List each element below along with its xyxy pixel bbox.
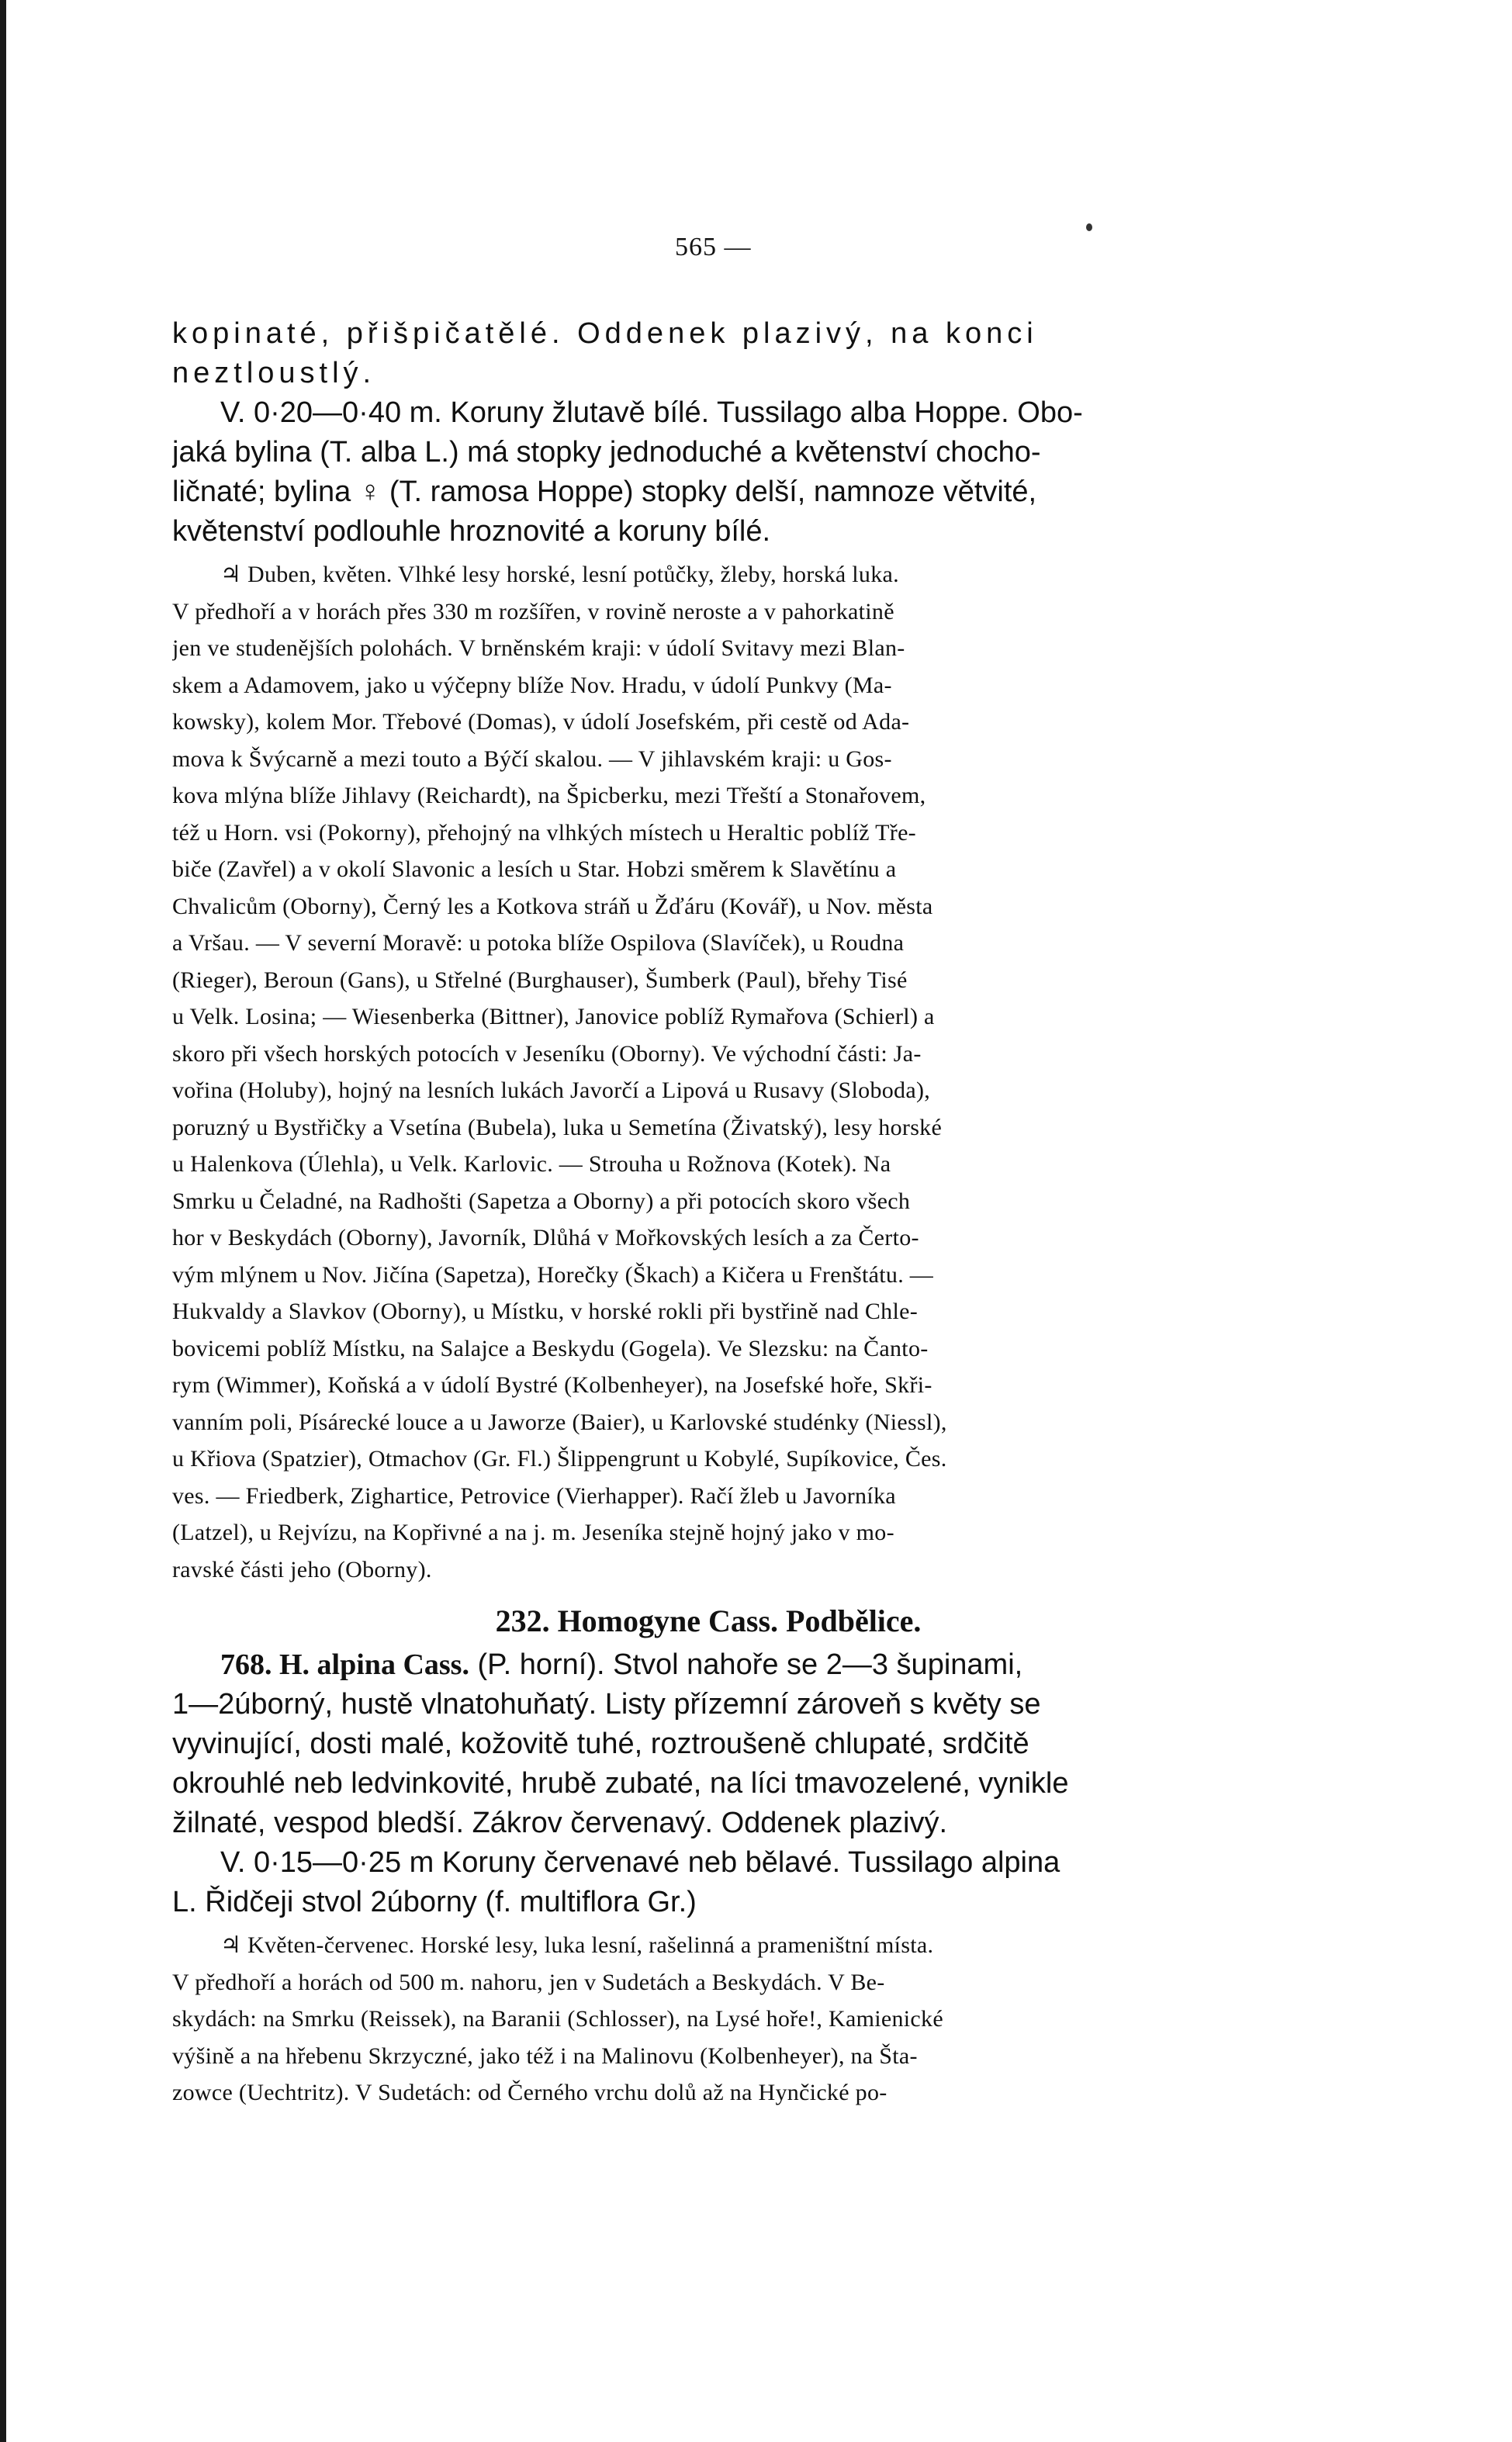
text-line: V. 0·15—0·25 m Koruny červenavé neb bělavé. Tussilago alpina [220, 1846, 1060, 1879]
text-line: u Halenkova (Úlehla), u Velk. Karlovic. — Strouha u Rožnova (Kotek). Na [172, 1151, 891, 1177]
species-name: 768. H. alpina Cass. [220, 1648, 469, 1681]
ink-speck [1086, 223, 1092, 231]
text-line: V předhoří a horách od 500 m. nahoru, jen v Sudetách a Beskydách. V Be- [172, 1969, 885, 1995]
text-line: Chvalicům (Oborny), Černý les a Kotkova stráň u Žďáru (Kovář), u Nov. města [172, 893, 933, 919]
text-line: kowsky), kolem Mor. Třebové (Domas), v údolí Josefském, při cestě od Ada- [172, 709, 910, 735]
text-line: skem a Adamovem, jako u výčepny blíže Nov. Hradu, v údolí Punkvy (Ma- [172, 672, 892, 698]
text-line: kopinaté, přišpičatělé. Oddenek plazivý, na konci [172, 317, 1038, 350]
text-line: skoro při všech horských potocích v Jeseníku (Oborny). Ve východní části: Ja- [172, 1040, 922, 1067]
text-line: květenství podlouhle hroznovité a koruny bílé. [172, 515, 771, 548]
text-line: výšině a na hřebenu Skrzyczné, jako též i na Malinovu (Kolbenheyer), na Šta- [172, 2042, 918, 2069]
page-edge-shadow [0, 0, 6, 2442]
text-line: vým mlýnem u Nov. Jičína (Sapetza), Horečky (Škach) a Kičera u Frenštátu. — [172, 1261, 934, 1288]
text-line: jaká bylina (T. alba L.) má stopky jednoduché a květenství chocho- [172, 436, 1041, 469]
text-fragment: (P. horní). Stvol nahoře se 2—3 šupinami, [469, 1648, 1023, 1681]
previous-species-distribution [172, 556, 1244, 1588]
text-line: u Velk. Losina; — Wiesenberka (Bittner), Janovice poblíž Rymařova (Schierl) a [172, 1004, 935, 1029]
text-line: Hukvaldy a Slavkov (Oborny), u Místku, v horské rokli při bystřině nad Chle- [172, 1299, 919, 1324]
text-line: též u Horn. vsi (Pokorny), přehojný na vlhkých místech u Heraltic poblíž Tře- [172, 819, 916, 846]
text-line: (Rieger), Beroun (Gans), u Střelné (Burghauser), Šumberk (Paul), břehy Tisé [172, 967, 908, 993]
text-line: ♃ Květen-červenec. Horské lesy, luka lesní, rašelinná a prameništní místa. [220, 1932, 934, 1958]
text-line: zowce (Uechtritz). V Sudetách: od Černého vrchu dolů až na Hynčické po- [172, 2080, 887, 2105]
page-number: 565 — [675, 233, 752, 261]
text-line: (Latzel), u Rejvízu, na Kopřivné a na j. m. Jeseníka stejně hojný jako v mo- [172, 1520, 894, 1545]
species-description [172, 1645, 1244, 1922]
text-line: rym (Wimmer), Koňská a v údolí Bystré (Kolbenheyer), na Josefské hoře, Skři- [172, 1372, 932, 1398]
page-content [172, 314, 1244, 2112]
text-line: ličnaté; bylina ♀ (T. ramosa Hoppe) stopky delší, namnoze větvité, [172, 476, 1037, 508]
text-line: ves. — Friedberk, Zighartice, Petrovice (Vierhapper). Račí žleb u Javorníka [172, 1482, 896, 1509]
text-line: žilnaté, vespod bledší. Zákrov červenavý. Oddenek plazivý. [172, 1807, 948, 1839]
text-line: bovicemi poblíž Místku, na Salajce a Beskydu (Gogela). Ve Slezsku: na Čanto- [172, 1335, 929, 1361]
text-line: jen ve studenějších polohách. V brněnském kraji: v údolí Svitavy mezi Blan- [172, 635, 905, 661]
text-line: kova mlýna blíže Jihlavy (Reichardt), na Špicberku, mezi Třeští a Stonařovem, [172, 783, 926, 808]
text-line: vyvinující, dosti malé, kožovitě tuhé, roztroušeně chlupaté, srdčitě [172, 1728, 1029, 1760]
text-line: biče (Zavřel) a v okolí Slavonic a lesích u Star. Hobzi směrem k Slavětínu a [172, 856, 897, 882]
text-line: hor v Beskydách (Oborny), Javorník, Dlůhá v Mořkovských lesích a za Čerto- [172, 1225, 919, 1250]
species-first-line [172, 1645, 1244, 1685]
text-line: vořina (Holuby), hojný na lesních lukách Javorčí a Lipová u Rusavy (Sloboda), [172, 1077, 931, 1103]
text-line: L. Řidčeji stvol 2úborny (f. multiflora Gr.) [172, 1886, 697, 1918]
text-line: a Vršau. — V severní Moravě: u potoka blíže Ospilova (Slavíček), u Roudna [172, 930, 905, 956]
species-distribution [172, 1927, 1244, 2112]
text-line: 1—2úborný, hustě vlnatohuňatý. Listy přízemní zároveň s květy se [172, 1688, 1041, 1721]
text-line: okrouhlé neb ledvinkovité, hrubě zubaté, na líci tmavozelené, vynikle [172, 1767, 1069, 1800]
text-line: V. 0·20—0·40 m. Koruny žlutavě bílé. Tussilago alba Hoppe. Obo- [220, 396, 1083, 429]
genus-heading: 232. Homogyne Cass. Podbělice. [495, 1603, 922, 1638]
text-line: vanním poli, Písárecké louce a u Jaworze (Baier), u Karlovské studénky (Niessl), [172, 1409, 947, 1435]
text-line: neztloustlý. [172, 357, 376, 389]
text-line: poruzný u Bystřičky a Vsetína (Bubela), luka u Semetína (Živatský), lesy horské [172, 1114, 943, 1140]
text-line: V předhoří a v horách přes 330 m rozšířen, v rovině neroste a v pahorkatině [172, 598, 894, 624]
text-line: ♃ Duben, květen. Vlhké lesy horské, lesní potůčky, žleby, horská luka. [220, 562, 899, 587]
text-line: Smrku u Čeladné, na Radhošti (Sapetza a Oborny) a při potocích skoro všech [172, 1188, 911, 1214]
text-line: ravské části jeho (Oborny). [172, 1556, 432, 1582]
previous-species-description [172, 314, 1244, 552]
text-line: u Křiova (Spatzier), Otmachov (Gr. Fl.) Šlippengrunt u Kobylé, Supíkovice, Čes. [172, 1446, 947, 1472]
text-line: mova k Švýcarně a mezi touto a Býčí skalou. — V jihlavském kraji: u Gos- [172, 745, 892, 772]
text-line: skydách: na Smrku (Reissek), na Baranii (Schlosser), na Lysé hoře!, Kamienické [172, 2006, 943, 2032]
